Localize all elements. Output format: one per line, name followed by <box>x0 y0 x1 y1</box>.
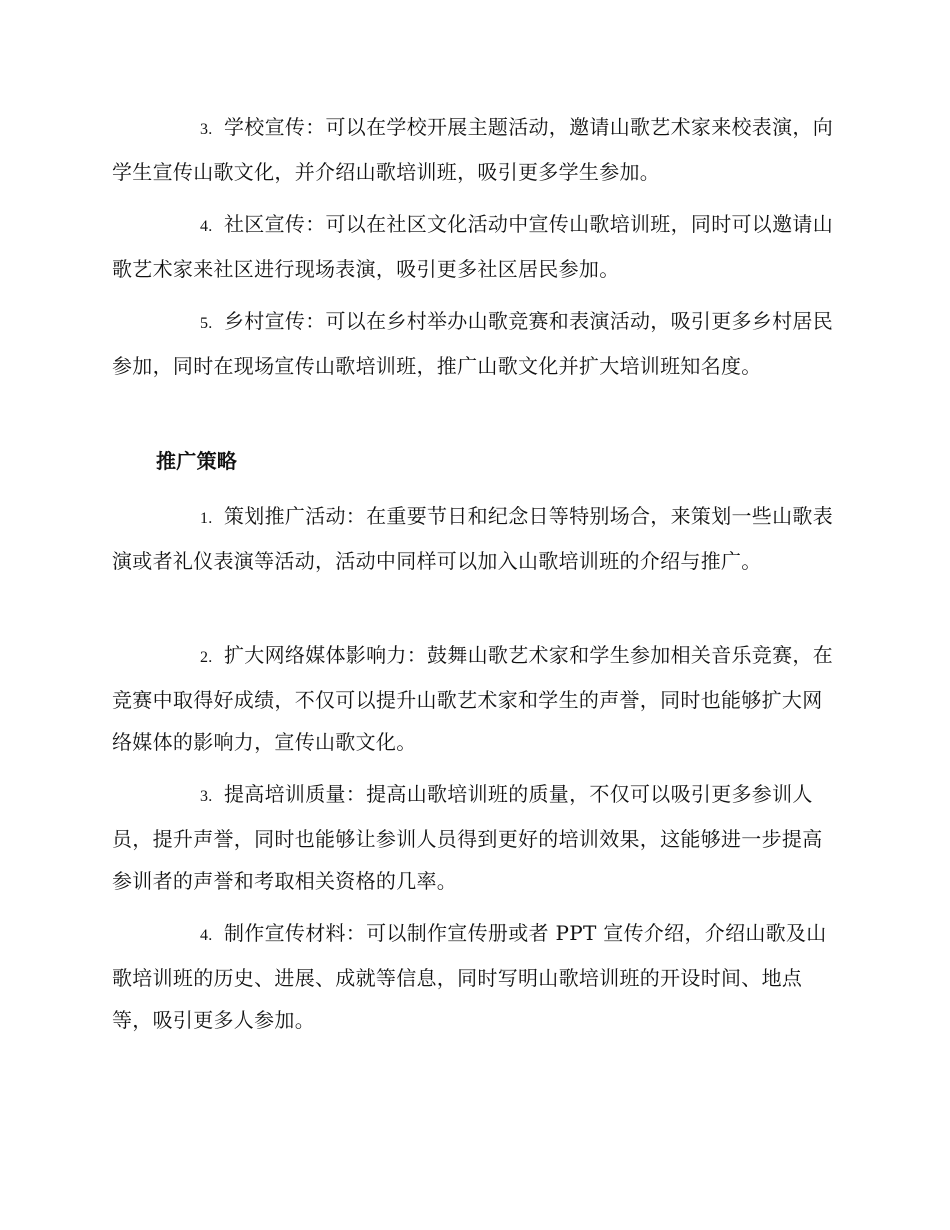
section-heading: 推广策略 <box>156 449 238 473</box>
item-text: 学校宣传：可以在学校开展主题活动，邀请山歌艺术家来校表演，向学生宣传山歌文化，并介绍山歌培训班，吸引更多学生参加。 <box>112 115 833 184</box>
item-number: 4. <box>200 218 213 235</box>
item-number: 1. <box>200 510 213 527</box>
item-number: 3. <box>200 788 213 805</box>
item-text: 社区宣传：可以在社区文化活动中宣传山歌培训班，同时可以邀请山歌艺术家来社区进行现场表演，吸引更多社区居民参加。 <box>112 212 833 281</box>
promo-item-4 <box>112 203 834 290</box>
strategy-item-4 <box>112 912 834 1041</box>
item-text: 制作宣传材料：可以制作宣传册或者 PPT 宣传介绍，介绍山歌及山歌培训班的历史、进展、成就等信息，同时写明山歌培训班的开设时间、地点等，吸引更多人参加。 <box>112 921 827 1032</box>
item-number: 3. <box>200 121 213 138</box>
item-number: 2. <box>200 649 213 666</box>
item-number: 4. <box>200 927 213 944</box>
strategy-item-2 <box>112 634 834 763</box>
item-number: 5. <box>200 315 213 332</box>
item-text: 扩大网络媒体影响力：鼓舞山歌艺术家和学生参加相关音乐竞赛，在竞赛中取得好成绩，不仅可以提升山歌艺术家和学生的声誉，同时也能够扩大网络媒体的影响力，宣传山歌文化。 <box>112 643 833 754</box>
item-text: 乡村宣传：可以在乡村举办山歌竞赛和表演活动，吸引更多乡村居民参加，同时在现场宣传山歌培训班，推广山歌文化并扩大培训班知名度。 <box>112 309 833 378</box>
strategy-item-3 <box>112 773 834 902</box>
item-text: 策划推广活动：在重要节日和纪念日等特别场合，来策划一些山歌表演或者礼仪表演等活动，活动中同样可以加入山歌培训班的介绍与推广。 <box>112 504 833 573</box>
strategy-item-1 <box>112 495 834 582</box>
promo-item-5 <box>112 300 834 387</box>
item-text: 提高培训质量：提高山歌培训班的质量，不仅可以吸引更多参训人员，提升声誉，同时也能够让参训人员得到更好的培训效果，这能够进一步提高参训者的声誉和考取相关资格的几率。 <box>112 782 823 893</box>
promo-item-3 <box>112 106 834 193</box>
